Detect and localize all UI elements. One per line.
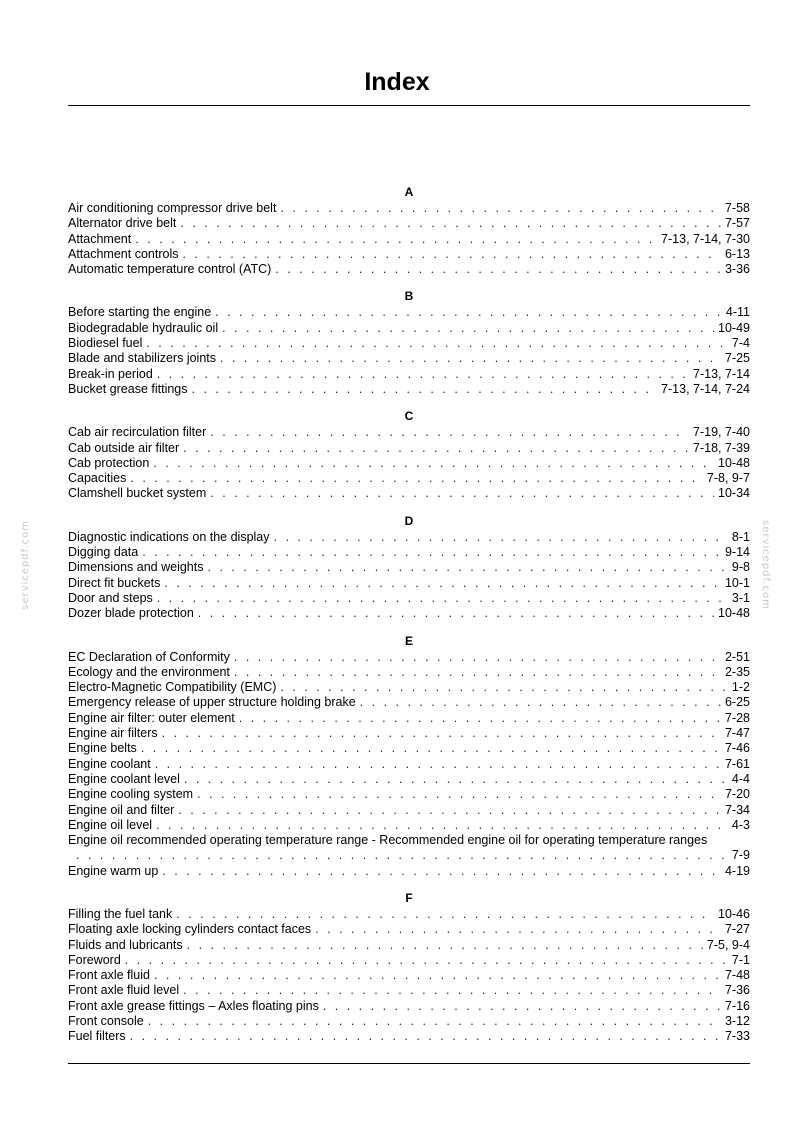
entry-term: Engine coolant — [68, 756, 151, 771]
index-entry — [68, 757, 750, 772]
index-entry — [68, 922, 750, 937]
entry-pages: 7-47 — [724, 726, 750, 741]
entry-pages: 2-51 — [724, 649, 750, 664]
dot-leader — [154, 968, 721, 983]
dot-leader — [125, 953, 728, 968]
entry-term: Filling the fuel tank — [68, 906, 173, 921]
entry-pages: 7-61 — [724, 756, 750, 771]
index-entry — [68, 201, 750, 216]
entry-pages: 10-34 — [718, 486, 750, 501]
dot-leader — [162, 864, 721, 879]
dot-leader — [239, 711, 721, 726]
dot-leader — [164, 576, 721, 591]
entry-pages: 7-57 — [724, 216, 750, 231]
entry-pages: 7-5, 9-4 — [706, 937, 750, 952]
dot-leader — [135, 232, 657, 247]
entry-pages: 7-46 — [724, 741, 750, 756]
bottom-rule — [68, 1063, 750, 1064]
dot-leader — [275, 262, 721, 277]
page-title: Index — [364, 68, 430, 96]
entry-pages: 7-34 — [724, 802, 750, 817]
index-entry — [68, 471, 750, 486]
dot-leader — [360, 695, 721, 710]
index-entry — [68, 695, 750, 710]
index-entry — [68, 367, 750, 382]
dot-leader — [157, 591, 728, 606]
index-entry — [68, 726, 750, 741]
entry-term: Biodiesel fuel — [68, 336, 143, 351]
entry-term: Attachment — [68, 231, 132, 246]
entry-pages: 7-16 — [724, 998, 750, 1013]
entry-term: Dozer blade protection — [68, 606, 194, 621]
entry-term: Blade and stabilizers joints — [68, 351, 216, 366]
dot-leader — [146, 336, 728, 351]
dot-leader — [176, 907, 714, 922]
entry-pages: 8-1 — [731, 529, 750, 544]
dot-leader — [142, 545, 721, 560]
entry-term: Biodegradable hydraulic oil — [68, 320, 219, 335]
entry-pages: 7-4 — [731, 336, 750, 351]
entry-pages: 10-48 — [718, 606, 750, 621]
dot-leader — [178, 803, 721, 818]
entry-term: Clamshell bucket system — [68, 486, 207, 501]
entry-pages: 7-20 — [724, 787, 750, 802]
index-entry — [68, 833, 750, 864]
entry-pages: 9-8 — [731, 560, 750, 575]
section-letter: B — [404, 289, 414, 304]
section-letter: F — [405, 890, 413, 905]
index-entry — [68, 530, 750, 545]
entry-term: Break-in period — [68, 366, 153, 381]
entry-term: Diagnostic indications on the display — [68, 529, 270, 544]
entry-term: Engine belts — [68, 741, 137, 756]
index-section-a — [68, 185, 750, 277]
dot-leader — [130, 1029, 721, 1044]
index-entry — [68, 803, 750, 818]
index-entry — [68, 336, 750, 351]
dot-leader — [156, 818, 728, 833]
index-section-d — [68, 514, 750, 622]
index-entry — [68, 1029, 750, 1044]
index-entry — [68, 425, 750, 440]
dot-leader — [180, 216, 721, 231]
entry-pages: 10-1 — [724, 575, 750, 590]
index-entry — [68, 216, 750, 231]
entry-pages: 7-13, 7-14 — [693, 366, 750, 381]
dot-leader — [234, 665, 721, 680]
entry-term: Floating axle locking cylinders contact faces — [68, 922, 312, 937]
entry-pages: 6-13 — [724, 246, 750, 261]
dot-leader — [197, 787, 721, 802]
index-entry — [68, 232, 750, 247]
entry-pages: 7-25 — [724, 351, 750, 366]
index-entry — [68, 545, 750, 560]
dot-leader — [234, 650, 721, 665]
entry-term: Engine air filters — [68, 726, 158, 741]
entry-term: Front console — [68, 1014, 144, 1029]
index-section-e — [68, 634, 750, 879]
dot-leader — [141, 741, 721, 756]
index-entry — [68, 711, 750, 726]
entry-pages: 4-3 — [731, 817, 750, 832]
entry-pages: 9-14 — [724, 545, 750, 560]
dot-leader — [220, 351, 721, 366]
entry-pages: 7-58 — [724, 201, 750, 215]
entry-term: Engine air filter: outer element — [68, 710, 235, 725]
title-rule — [68, 105, 750, 106]
index-entry — [68, 606, 750, 621]
entry-pages: 7-13, 7-14, 7-24 — [661, 381, 750, 396]
section-letter: E — [404, 633, 413, 648]
entry-term: Digging data — [68, 545, 139, 560]
dot-leader — [155, 757, 721, 772]
entry-term: EC Declaration of Conformity — [68, 649, 230, 664]
index-entry — [68, 864, 750, 879]
entry-term: Automatic temperature control (ATC) — [68, 262, 272, 277]
dot-leader — [130, 471, 703, 486]
entry-pages: 7-36 — [724, 983, 750, 998]
dot-leader — [192, 382, 658, 397]
entry-pages: 4-4 — [731, 771, 750, 786]
index-entry — [68, 983, 750, 998]
dot-leader — [153, 456, 714, 471]
entry-term: Foreword — [68, 952, 121, 967]
entry-term: Door and steps — [68, 590, 153, 605]
index-section-b — [68, 289, 750, 397]
index-entry — [68, 907, 750, 922]
index-entry — [68, 456, 750, 471]
entry-pages: 3-12 — [724, 1014, 750, 1029]
entry-pages: 10-49 — [718, 320, 750, 335]
entry-term: Ecology and the environment — [68, 664, 230, 679]
dot-leader — [280, 201, 721, 216]
entry-term: Fluids and lubricants — [68, 937, 183, 952]
entry-term: Engine oil level — [68, 817, 153, 832]
entry-pages: 7-48 — [724, 968, 750, 983]
index-entry — [68, 787, 750, 802]
dot-leader — [187, 938, 703, 953]
entry-pages: 7-8, 9-7 — [706, 471, 750, 486]
dot-leader — [157, 367, 689, 382]
entry-pages: 4-11 — [725, 305, 750, 320]
dot-leader — [148, 1014, 721, 1029]
dot-leader — [222, 321, 714, 336]
index-entry — [68, 262, 750, 277]
entry-pages: 7-9 — [731, 848, 750, 863]
index-entry — [68, 772, 750, 787]
dot-leader — [183, 441, 689, 456]
entry-pages: 7-28 — [724, 710, 750, 725]
index-entry — [68, 938, 750, 953]
entry-pages: 4-19 — [724, 863, 750, 878]
entry-term: Front axle fluid — [68, 968, 150, 983]
index-section-c — [68, 409, 750, 501]
index-entry — [68, 441, 750, 456]
entry-term: Attachment controls — [68, 246, 179, 261]
dot-leader — [215, 305, 722, 320]
entry-term: Cab protection — [68, 455, 150, 470]
dot-leader — [162, 726, 721, 741]
entry-term: Cab air recirculation filter — [68, 425, 207, 440]
entry-term: Fuel filters — [68, 1029, 126, 1044]
entry-term: Engine cooling system — [68, 787, 194, 802]
index-entry — [68, 665, 750, 680]
entry-term: Before starting the engine — [68, 305, 212, 320]
index-entry — [68, 305, 750, 320]
dot-leader — [210, 425, 689, 440]
index-entry — [68, 953, 750, 968]
index-entry — [68, 818, 750, 833]
entry-term: Capacities — [68, 471, 127, 486]
entry-pages: 3-1 — [731, 590, 750, 605]
index-entry — [68, 968, 750, 983]
index-list — [68, 185, 750, 1057]
dot-leader — [315, 922, 721, 937]
index-entry — [68, 576, 750, 591]
dot-leader — [184, 772, 728, 787]
entry-term: Bucket grease fittings — [68, 381, 188, 396]
entry-pages: 7-13, 7-14, 7-30 — [661, 231, 750, 246]
entry-pages: 7-18, 7-39 — [693, 440, 750, 455]
index-entry — [68, 591, 750, 606]
index-entry — [68, 680, 750, 695]
dot-leader — [76, 848, 728, 863]
index-entry — [68, 741, 750, 756]
entry-pages: 7-1 — [731, 952, 750, 967]
dot-leader — [210, 486, 714, 501]
entry-pages: 1-2 — [731, 680, 750, 695]
section-letter: A — [404, 185, 414, 199]
index-entry — [68, 1014, 750, 1029]
index-entry — [68, 486, 750, 501]
dot-leader — [182, 247, 721, 262]
entry-term: Engine oil recommended operating temperature range - Recommended engine oil for operating temperature ranges — [68, 833, 708, 848]
section-letter: D — [404, 513, 414, 528]
entry-term: Engine coolant level — [68, 771, 180, 786]
entry-pages: 7-33 — [724, 1029, 750, 1044]
dot-leader — [280, 680, 728, 695]
entry-pages: 6-25 — [724, 695, 750, 710]
dot-leader — [323, 999, 721, 1014]
index-entry — [68, 999, 750, 1014]
entry-pages: 10-48 — [718, 455, 750, 470]
entry-term: Electro-Magnetic Compatibility (EMC) — [68, 680, 277, 695]
entry-pages: 7-19, 7-40 — [693, 425, 750, 440]
index-entry — [68, 650, 750, 665]
watermark-right: servicepdf.com — [760, 520, 771, 610]
entry-pages: 2-35 — [724, 664, 750, 679]
entry-term: Front axle grease fittings – Axles floating pins — [68, 998, 319, 1013]
index-entry — [68, 351, 750, 366]
section-letter: C — [404, 409, 414, 424]
entry-pages: 7-27 — [724, 922, 750, 937]
dot-leader — [198, 606, 714, 621]
dot-leader — [183, 983, 721, 998]
index-section-f — [68, 891, 750, 1045]
index-entry — [68, 560, 750, 575]
entry-term: Direct fit buckets — [68, 575, 161, 590]
entry-term: Engine warm up — [68, 863, 159, 878]
entry-term: Emergency release of upper structure holding brake — [68, 695, 356, 710]
index-entry — [68, 382, 750, 397]
entry-term: Engine oil and filter — [68, 802, 175, 817]
index-entry — [68, 321, 750, 336]
dot-leader — [208, 560, 728, 575]
index-entry — [68, 247, 750, 262]
entry-pages: 3-36 — [724, 262, 750, 277]
entry-term: Dimensions and weights — [68, 560, 204, 575]
entry-term: Front axle fluid level — [68, 983, 180, 998]
dot-leader — [274, 530, 728, 545]
watermark-left: servicepdf.com — [20, 520, 31, 610]
entry-pages: 10-46 — [718, 906, 750, 921]
entry-term: Cab outside air filter — [68, 440, 180, 455]
entry-term: Air conditioning compressor drive belt — [68, 201, 277, 215]
entry-term: Alternator drive belt — [68, 216, 177, 231]
